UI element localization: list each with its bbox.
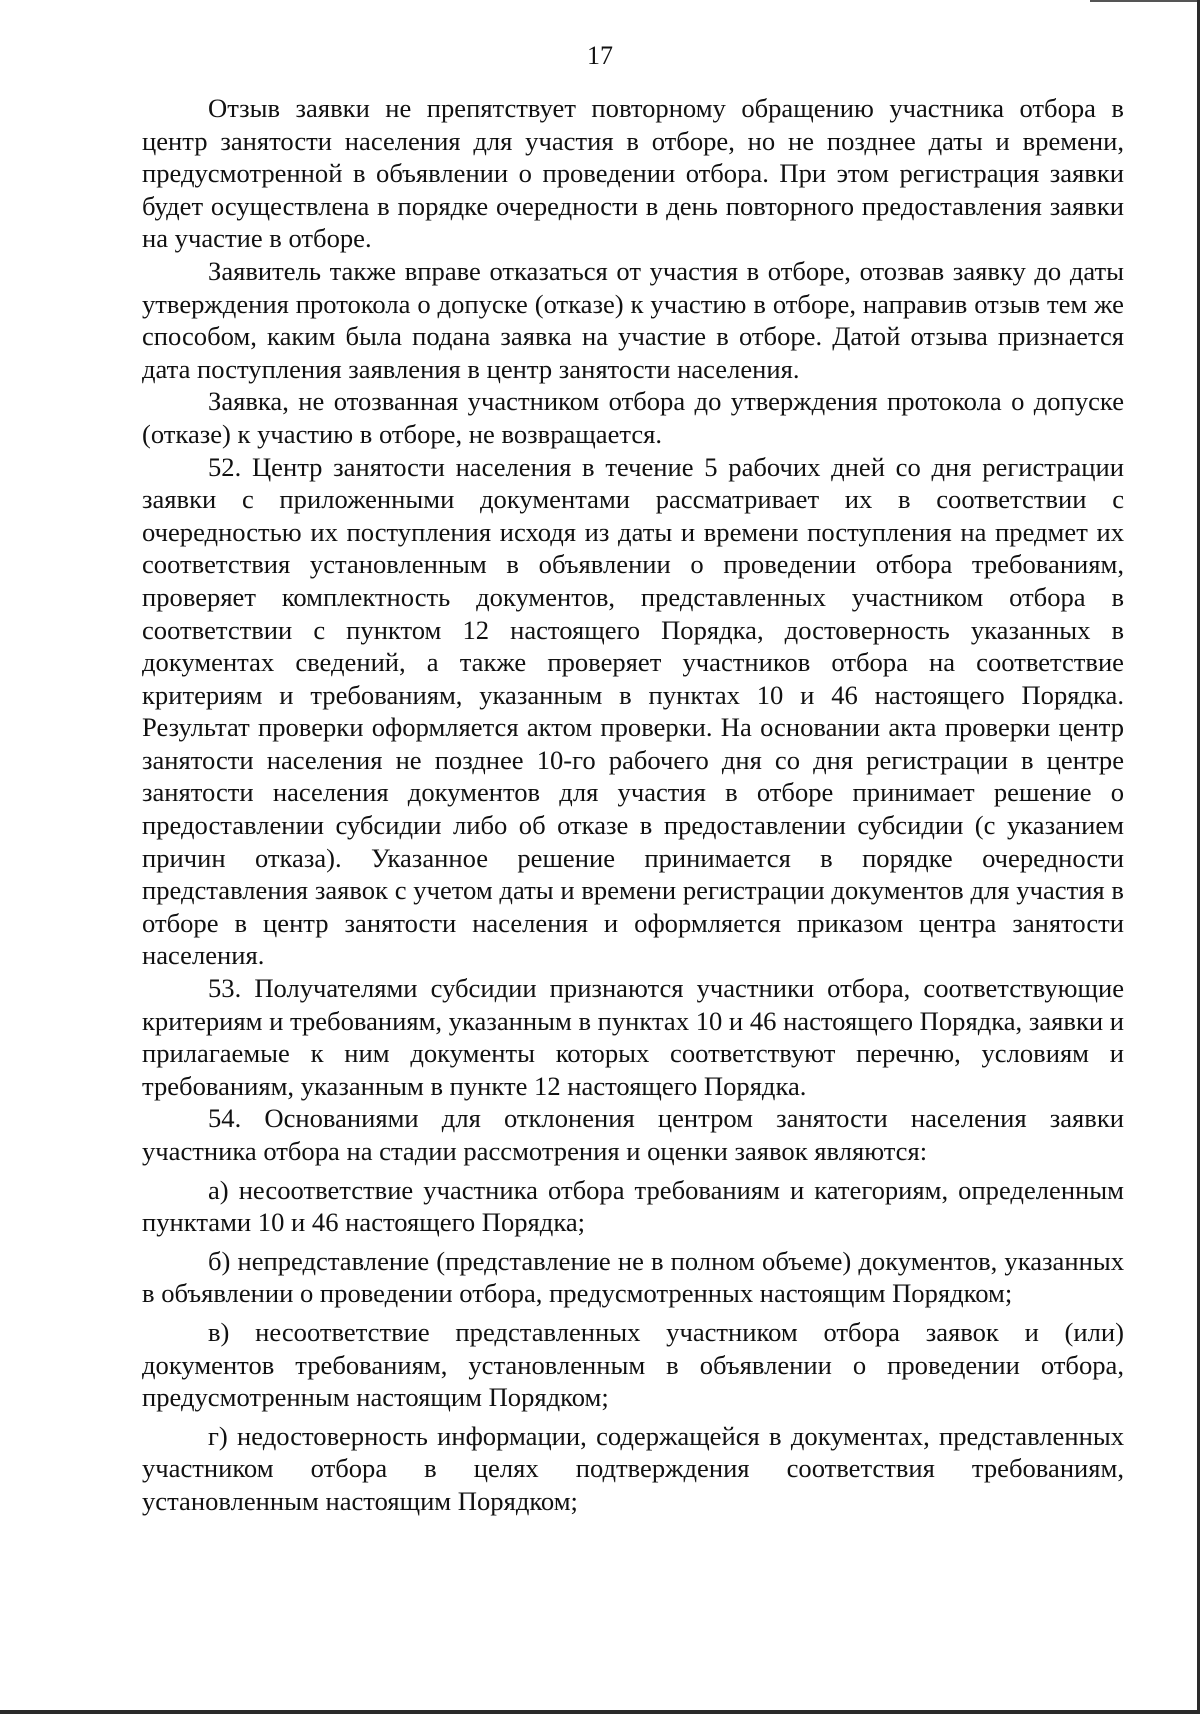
paragraph-applicant-refusal: Заявитель также вправе отказаться от участия в отборе, отозвав заявку до даты утверждения протокола о допуске (отказе) к участию в отборе, направив отзыв тем же способом, каким была подана заявка на участие в отборе. Датой отзыва признается дата поступления заявления в центр занятости населения. [142, 255, 1124, 384]
list-item-a: а) несоответствие участника отбора требованиям и категориям, определенным пунктами 10 и 46 настоящего Порядка; [142, 1174, 1124, 1238]
scan-edge-bottom [0, 1710, 1200, 1714]
scan-edge-top [1090, 0, 1200, 2]
paragraph-clause-54: 54. Основаниями для отклонения центром занятости населения заявки участника отбора на стадии рассмотрения и оценки заявок являются: [142, 1103, 1124, 1166]
paragraph-clause-52: 52. Центр занятости населения в течение 5 рабочих дней со дня регистрации заявки с приложенными документами рассматривает их в соответствии с очередностью их поступления исходя из даты и времени поступления на предмет их соответствия установленным в объявлении о проведении отбора требованиям, проверяет комплектность документов, представленных участником отбора в соответствии с пунктом 12 настоящего Порядка, достоверность указанных в документах сведений, а также проверяет участников отбора на соответствие критериям и требованиям, указанным в пунктах 10 и 46 настоящего Порядка. Результат проверки оформляется актом проверки. На основании акта проверки центр занятости населения не позднее 10-го рабочего дня со дня регистрации в центре занятости населения документов для участия в отборе принимает решение о предоставлении субсидии либо об отказе в предоставлении субсидии (с указанием причин отказа). Указанное решение принимается в порядке очередности представления заявок с учетом даты и времени регистрации документов для участия в отборе в центр занятости населения и оформляется приказом центра занятости населения. [142, 451, 1124, 971]
page-number: 17 [587, 41, 613, 70]
list-item-v: в) несоответствие представленных участником отбора заявок и (или) документов требованиям, установленным в объявлении о проведении отбора, предусмотренным настоящим Порядком; [142, 1316, 1124, 1413]
paragraph-clause-53: 53. Получателями субсидии признаются участники отбора, соответствующие критериям и требованиям, указанным в пунктах 10 и 46 настоящего Порядка, заявки и прилагаемые к ним документы которых соответствуют перечню, условиям и требованиям, указанным в пункте 12 настоящего Порядка. [142, 973, 1124, 1101]
paragraph-not-returned: Заявка, не отозванная участником отбора до утверждения протокола о допуске (отказе) к участию в отборе, не возвращается. [142, 386, 1124, 449]
list-item-b: б) непредставление (представление не в полном объеме) документов, указанных в объявлении о проведении отбора, предусмотренных настоящим Порядком; [142, 1245, 1124, 1309]
document-body [142, 92, 1124, 1518]
list-item-g: г) недостоверность информации, содержащейся в документах, представленных участником отбора в целях подтверждения соответствия требованиям, установленным настоящим Порядком; [142, 1420, 1124, 1516]
paragraph-withdrawal: Отзыв заявки не препятствует повторному обращению участника отбора в центр занятости населения для участия в отборе, но не позднее даты и времени, предусмотренной в объявлении о проведении отбора. При этом регистрация заявки будет осуществлена в порядке очередности в день повторного предоставления заявки на участие в отборе. [142, 93, 1124, 254]
